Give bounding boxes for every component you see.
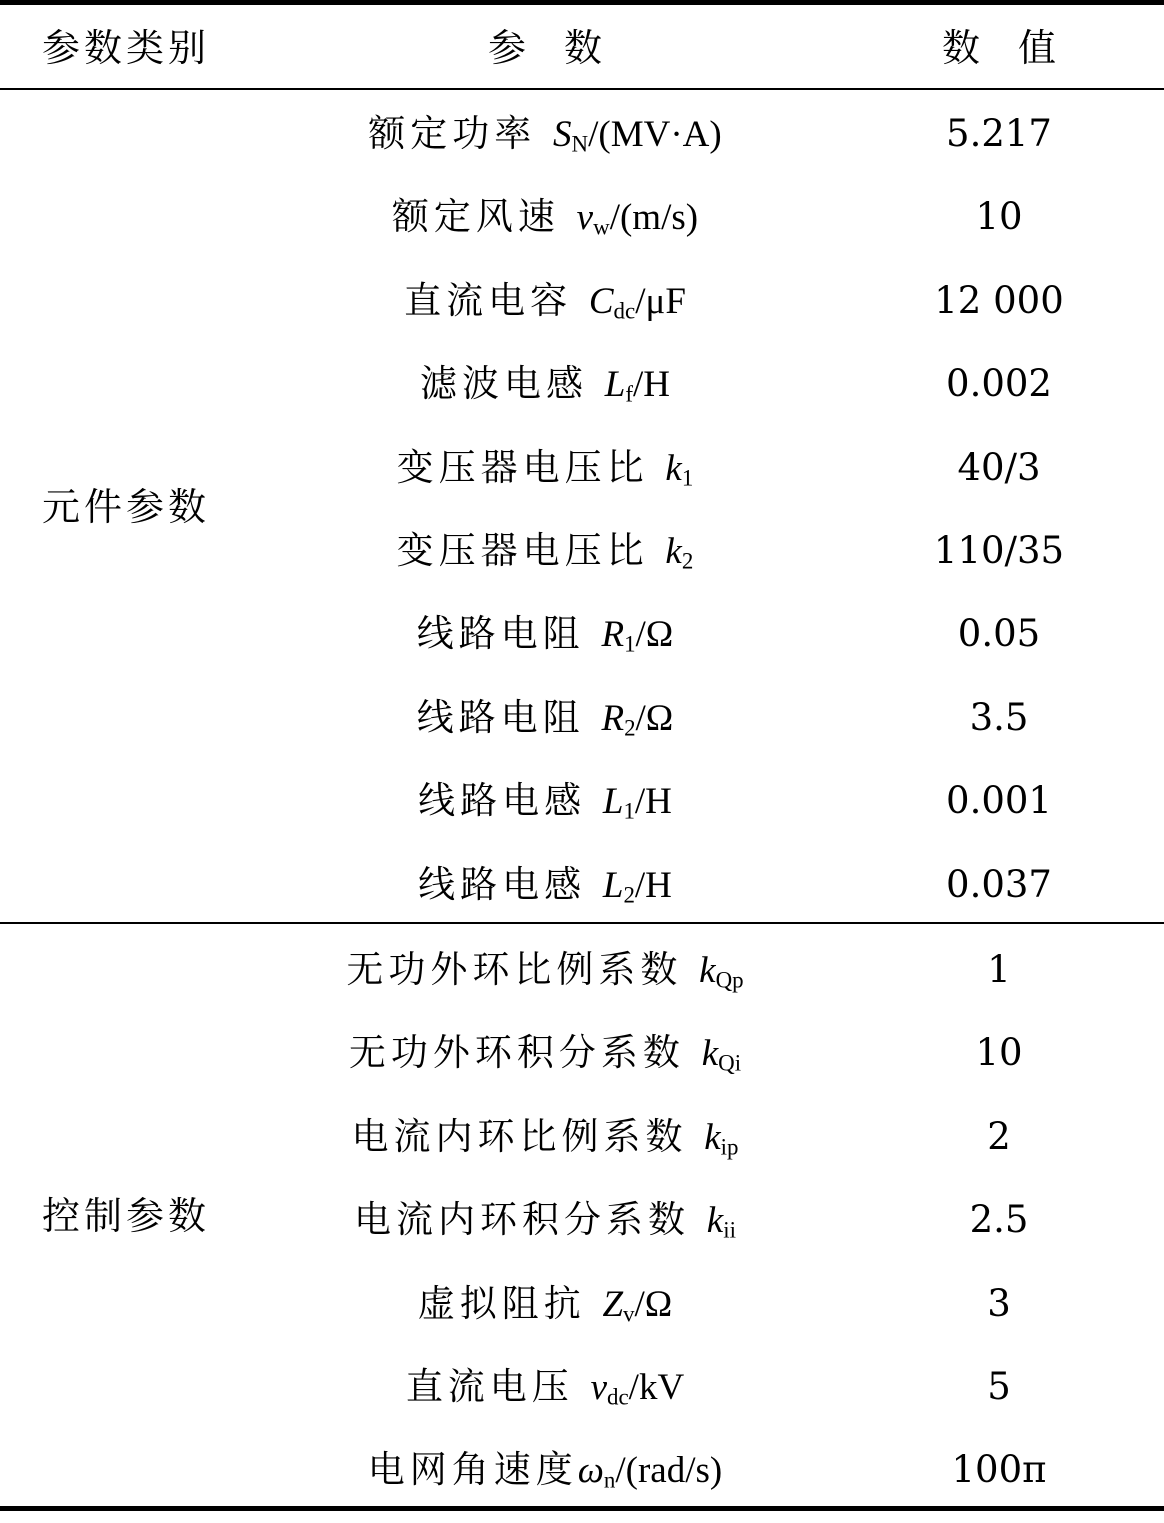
parameter-name: 电流内环比例系数 [351, 1115, 705, 1158]
parameter-name: 线路电阻 [416, 612, 602, 655]
parameter-subscript: ii [723, 1217, 736, 1243]
parameter-symbol: k [699, 950, 716, 991]
parameter-name: 电流内环积分系数 [354, 1198, 707, 1241]
parameter-cell [300, 1428, 790, 1512]
parameter-cell [300, 92, 790, 176]
parameter-subscript: dc [613, 298, 636, 324]
parameter-name: 无功外环积分系数 [348, 1031, 702, 1074]
parameter-subscript: 2 [624, 715, 636, 741]
value-cell: 100π [951, 1448, 1047, 1491]
parameter-subscript: Qi [718, 1050, 742, 1076]
parameter-cell [300, 1262, 790, 1346]
parameter-symbol: R [601, 614, 625, 655]
value-cell: 0.05 [957, 612, 1041, 655]
parameter-name: 直流电容 [404, 279, 589, 322]
value-cell: 2.5 [969, 1198, 1029, 1241]
value-cell: 3.5 [969, 696, 1029, 739]
value-cell: 2 [987, 1115, 1011, 1158]
value-cell: 10 [975, 195, 1023, 238]
parameter-symbol: k [665, 531, 682, 572]
parameter-name: 线路电感 [418, 779, 603, 822]
parameter-name: 额定功率 [368, 112, 554, 155]
parameter-symbol: k [701, 1033, 719, 1074]
parameter-name: 滤波电感 [420, 362, 605, 405]
header-category: 参数类别 [41, 26, 210, 70]
parameter-cell [300, 676, 790, 760]
parameter-unit: /kV [628, 1367, 685, 1408]
value-cell: 0.037 [946, 863, 1052, 906]
value-cell: 5 [987, 1365, 1011, 1408]
parameter-subscript: N [571, 131, 589, 157]
parameter-unit: /H [632, 364, 670, 405]
parameter-subscript: n [603, 1467, 616, 1493]
header-value: 数 值 [941, 26, 1056, 70]
parameter-name: 变压器电压比 [396, 446, 666, 489]
top-rule [0, 0, 1164, 5]
parameter-name: 电网角速度 [367, 1448, 578, 1491]
parameter-symbol: k [665, 448, 682, 489]
parameter-unit: /H [634, 781, 672, 822]
parameter-name: 无功外环比例系数 [346, 948, 700, 991]
parameter-name: 虚拟阻抗 [417, 1282, 603, 1325]
parameter-unit: /H [634, 865, 672, 906]
parameter-unit: /(rad/s) [615, 1450, 723, 1491]
group-label-components: 元件参数 [41, 485, 210, 529]
parameter-name: 线路电感 [418, 863, 603, 906]
parameter-symbol: k [706, 1200, 724, 1241]
parameter-cell [300, 759, 790, 843]
parameter-symbol: ω [577, 1450, 604, 1491]
parameter-symbol: L [604, 364, 626, 405]
header-parameter: 参 数 [487, 26, 602, 70]
value-cell: 0.001 [946, 779, 1052, 822]
parameter-symbol: S [553, 114, 572, 155]
parameter-cell [300, 928, 790, 1012]
parameter-unit: /μF [635, 281, 686, 322]
parameter-subscript: w [593, 214, 610, 240]
parameter-unit: /Ω [635, 698, 674, 739]
parameter-cell [300, 1178, 790, 1262]
parameter-cell [300, 592, 790, 676]
parameter-cell [300, 342, 790, 426]
parameter-cell [300, 1095, 790, 1179]
parameter-symbol: v [576, 197, 594, 238]
parameter-cell [300, 175, 790, 259]
parameter-unit: /(MV·A) [588, 114, 722, 155]
parameter-cell [300, 1011, 790, 1095]
parameter-symbol: C [588, 281, 614, 322]
parameter-subscript: 1 [624, 631, 636, 657]
parameter-unit: /Ω [635, 614, 674, 655]
value-cell: 110/35 [933, 529, 1065, 572]
parameter-unit: /(m/s) [609, 197, 699, 238]
parameter-cell [300, 1345, 790, 1429]
parameter-symbol: k [704, 1117, 721, 1158]
parameter-symbol: R [601, 698, 625, 739]
parameter-subscript: 2 [681, 548, 694, 574]
parameter-subscript: dc [607, 1384, 629, 1410]
parameter-symbol: L [602, 865, 624, 906]
parameter-name: 变压器电压比 [396, 529, 666, 572]
parameter-subscript: f [625, 381, 633, 407]
value-cell: 3 [987, 1282, 1011, 1325]
parameter-subscript: Qp [715, 967, 744, 993]
parameter-cell [300, 259, 790, 343]
value-cell: 1 [987, 948, 1011, 991]
group-label-control: 控制参数 [41, 1194, 210, 1238]
parameter-symbol: Z [602, 1284, 624, 1325]
parameter-name: 线路电阻 [416, 696, 602, 739]
parameter-subscript: 1 [623, 798, 635, 824]
parameter-cell [300, 843, 790, 927]
value-cell: 12 000 [934, 279, 1064, 322]
parameter-name: 额定风速 [391, 195, 577, 238]
parameter-subscript: 1 [681, 465, 694, 491]
parameter-symbol: v [590, 1367, 608, 1408]
parameter-subscript: ip [720, 1134, 739, 1160]
value-cell: 10 [975, 1031, 1023, 1074]
parameter-cell [300, 426, 790, 510]
value-cell: 40/3 [957, 446, 1041, 489]
parameter-subscript: 2 [623, 882, 635, 908]
parameter-subscript: v [623, 1301, 635, 1327]
parameter-symbol: L [602, 781, 624, 822]
value-cell: 5.217 [946, 112, 1052, 155]
value-cell: 0.002 [946, 362, 1052, 405]
parameter-cell [300, 509, 790, 593]
parameter-unit: /Ω [634, 1284, 673, 1325]
parameter-name: 直流电压 [405, 1365, 591, 1408]
